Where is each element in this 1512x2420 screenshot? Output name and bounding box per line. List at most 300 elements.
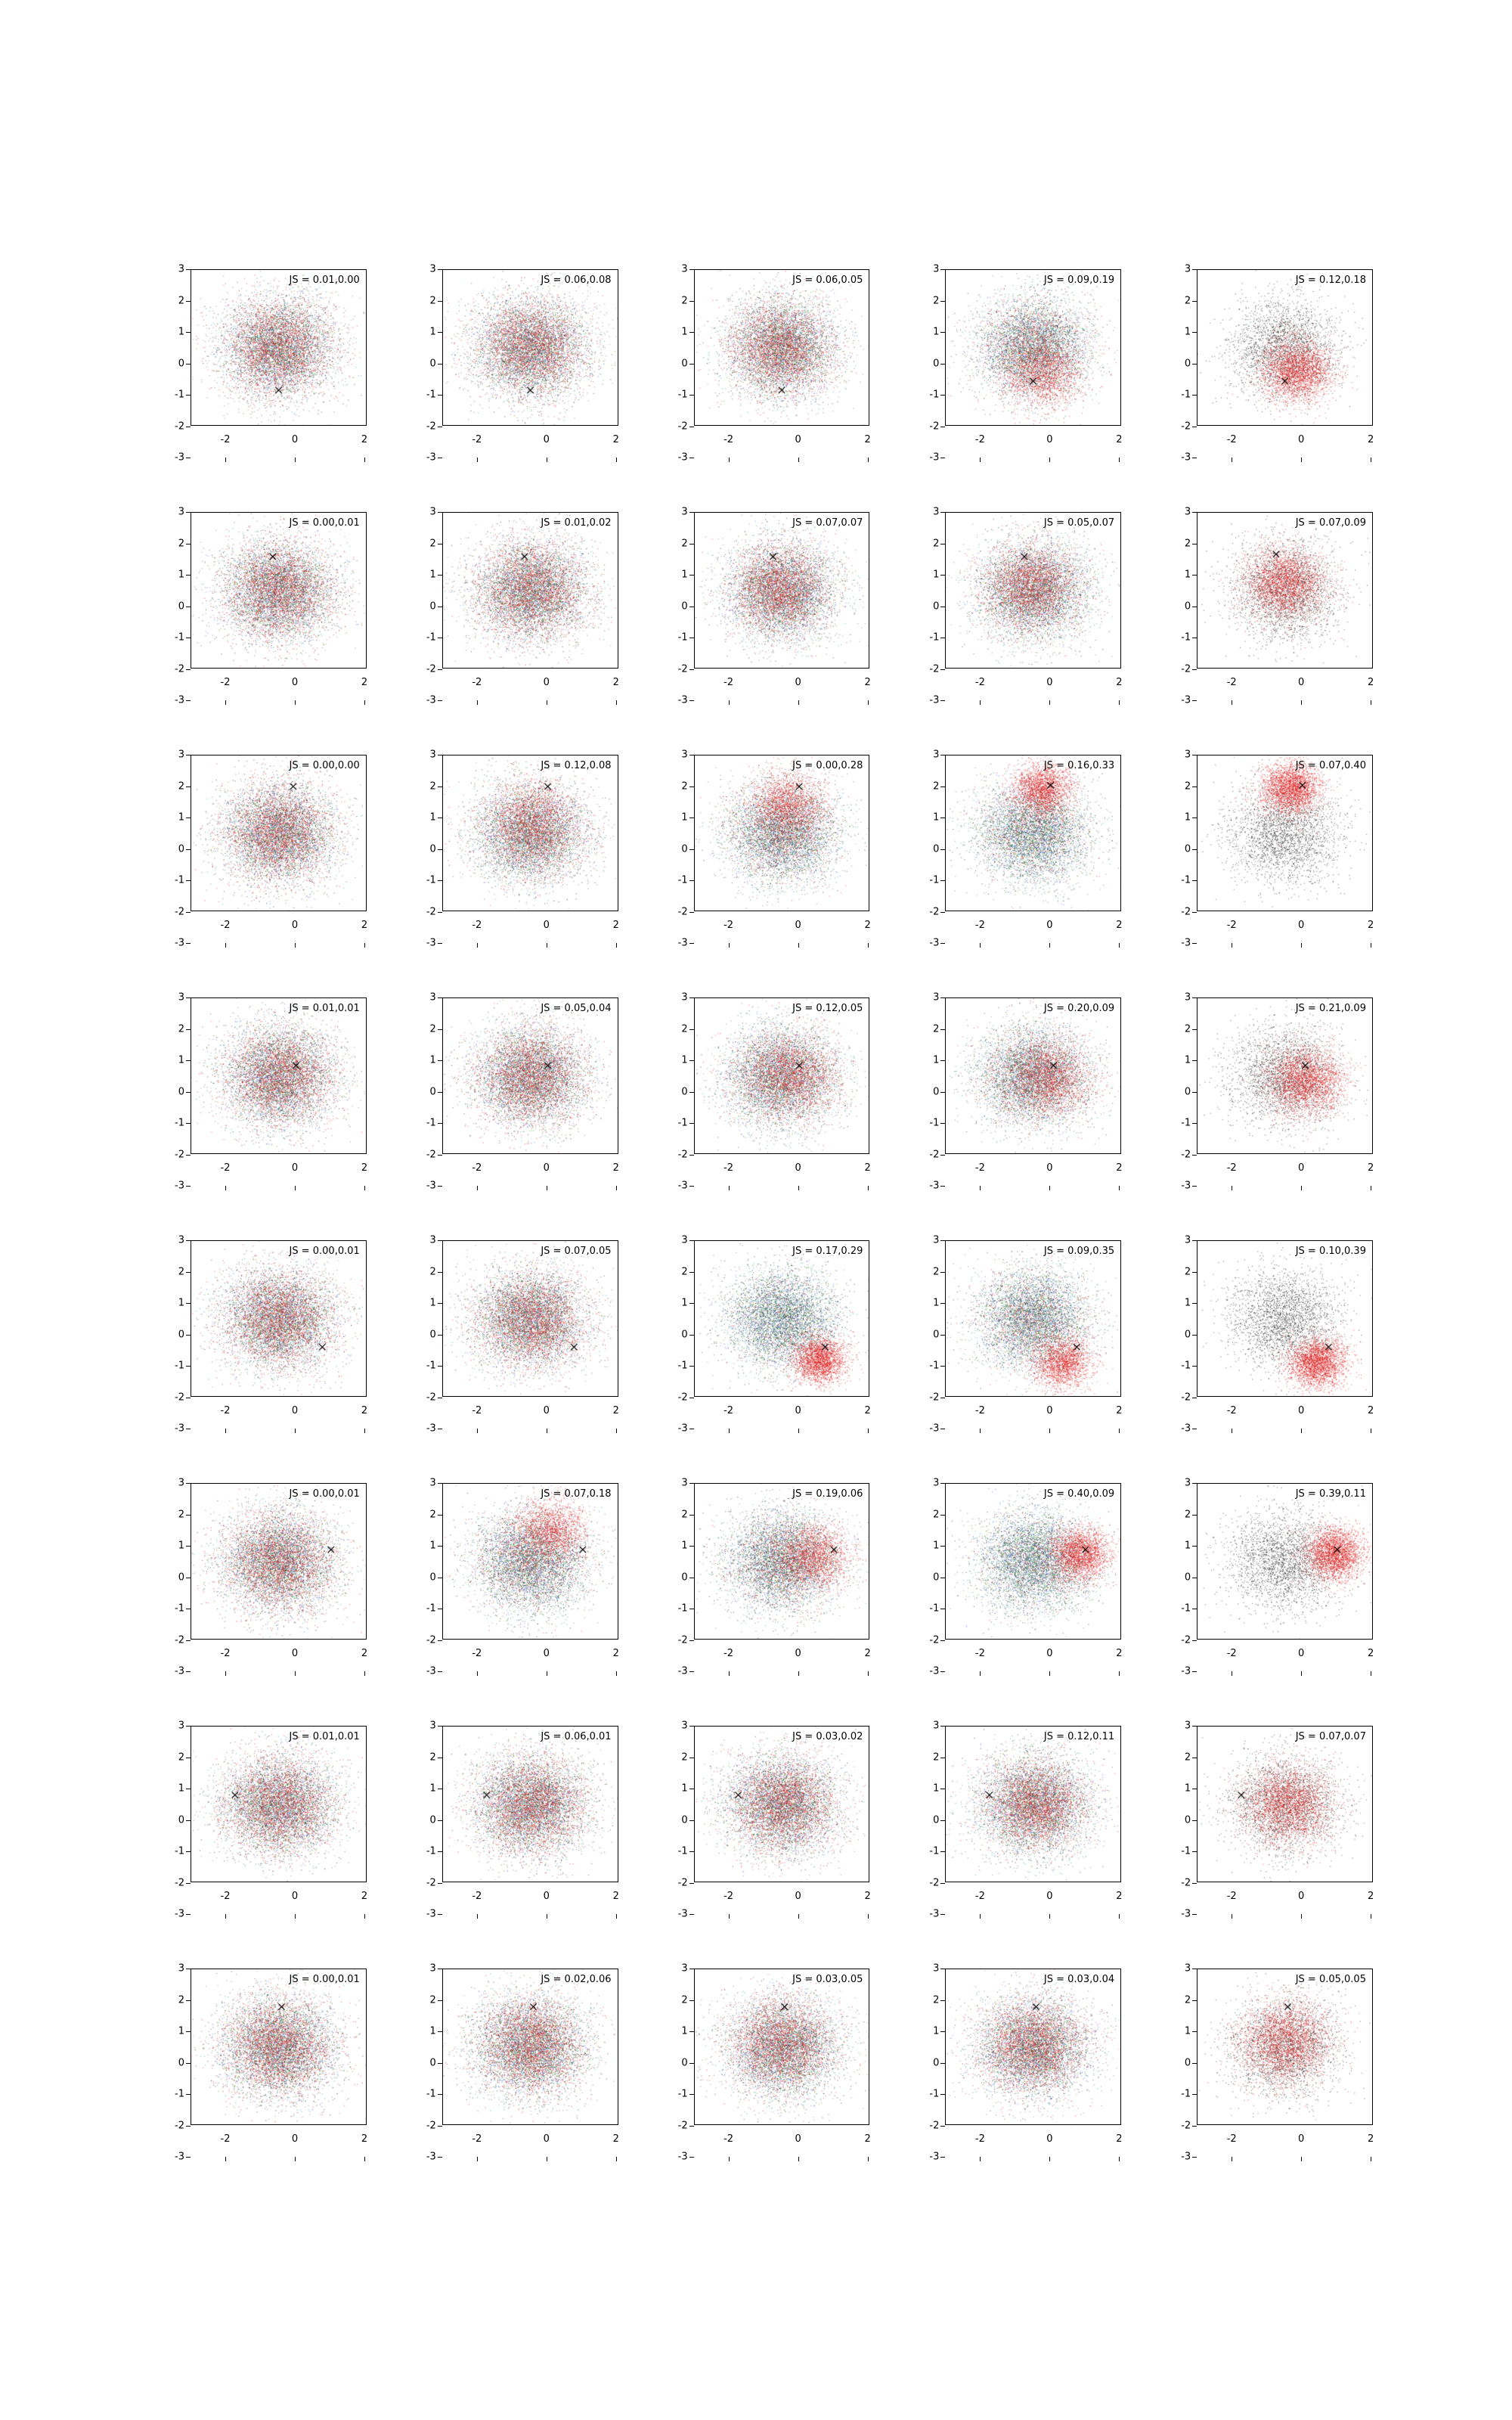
y-axis-tick-mark [689,1671,694,1672]
y-axis-tick-label: 0 [681,358,688,369]
x-axis-tick-label: -2 [1226,920,1237,931]
x-axis-tick-label: 2 [1368,2133,1374,2145]
y-axis-tick-mark [1192,1671,1197,1672]
x-axis-tick-mark [295,1186,296,1190]
x-axis-tick-label: 2 [1116,1891,1123,1902]
y-axis-tick-mark [689,1029,694,1030]
y-axis-tick-label: -3 [677,1665,688,1677]
y-axis-tick-label: -3 [929,937,940,949]
y-axis-tick-mark [689,1240,694,1241]
y-axis-tick-mark [689,2031,694,2032]
y-axis-tick-label: -2 [175,2120,184,2131]
x-axis-tick-label: 2 [612,1405,619,1416]
x-axis-tick-label: 0 [291,677,299,688]
y-axis-tick-label: 2 [933,1751,940,1763]
x-axis-tick-label: -2 [220,1891,231,1902]
js-divergence-label: JS = 0.00,0.01 [289,1488,360,1500]
y-axis-tick-label: 3 [681,263,688,275]
y-axis-tick-label: 3 [1184,506,1191,518]
plot-axes [191,1483,367,1640]
y-axis-tick-mark [940,1914,945,1915]
x-axis-tick-mark [477,1429,478,1433]
x-axis-tick-mark [616,1671,617,1676]
x-axis-tick-label: 2 [1116,1162,1123,1174]
y-axis-tick-mark [940,364,945,365]
x-axis-tick-mark [295,1914,296,1919]
x-axis-tick-mark [364,2157,365,2161]
y-axis-tick-mark [940,2063,945,2064]
y-axis-tick-label: 0 [178,1086,184,1097]
y-axis-tick-label: -2 [677,1392,688,1403]
y-axis-tick-mark [438,1186,442,1187]
scatter-panel [906,265,1124,471]
x-axis-tick-label: 0 [543,1405,550,1416]
y-axis-tick-label: -3 [426,2151,436,2163]
y-axis-tick-label: -2 [929,2120,940,2131]
y-axis-tick-mark [1192,1240,1197,1241]
y-axis-tick-mark [186,2157,191,2158]
y-axis-tick-mark [438,1640,442,1641]
x-axis-tick-mark [868,943,869,948]
y-axis-tick-label: 3 [429,1720,436,1732]
y-axis-tick-mark [940,880,945,881]
y-axis-tick-mark [940,1515,945,1516]
x-axis-tick-mark [1119,943,1120,948]
y-axis-tick-mark [689,269,694,270]
js-divergence-label: JS = 0.05,0.05 [1295,1974,1366,1985]
y-axis-tick-label: 0 [681,1086,688,1097]
scatter-panel [1157,750,1376,957]
x-axis-tick-mark [798,2157,799,2161]
x-axis-tick-label: -2 [723,2133,734,2145]
scatter-panel [151,750,370,957]
x-axis-tick-mark [1301,458,1302,462]
y-axis-tick-mark [940,1820,945,1821]
y-axis-tick-mark [1192,1186,1197,1187]
y-axis-tick-mark [940,1186,945,1187]
y-axis-tick-mark [940,1851,945,1852]
x-axis-tick-label: 0 [291,1648,299,1659]
x-axis-tick-label: 2 [361,677,368,688]
y-axis-tick-mark [689,1640,694,1641]
y-axis-tick-label: 3 [178,1234,184,1246]
y-axis-tick-mark [438,669,442,670]
scatter-canvas [695,1969,869,2124]
y-axis-tick-mark [940,786,945,787]
scatter-panel [151,993,370,1199]
y-axis-tick-label: -3 [175,937,184,949]
y-axis-tick-mark [940,1303,945,1304]
y-axis-tick-mark [186,1671,191,1672]
y-axis-tick-label: 0 [933,1814,940,1826]
x-axis-tick-label: 2 [1116,2133,1123,2145]
js-divergence-label: JS = 0.10,0.39 [1295,1246,1366,1257]
y-axis-tick-mark [186,301,191,302]
x-axis-tick-label: 0 [1046,434,1053,445]
y-axis-tick-label: -3 [929,694,940,706]
x-axis-tick-mark [1049,700,1050,705]
y-axis-tick-label: -1 [426,389,436,401]
y-axis-tick-mark [438,1335,442,1336]
y-axis-tick-mark [186,1515,191,1516]
y-axis-tick-label: 2 [429,295,436,306]
plot-axes [694,1726,870,1882]
y-axis-tick-mark [1192,1092,1197,1093]
y-axis-tick-label: 3 [429,506,436,518]
y-axis-tick-label: 0 [933,1086,940,1097]
scatter-canvas [443,1727,618,1882]
y-axis-tick-label: 3 [681,506,688,518]
y-axis-tick-label: 1 [178,326,184,338]
x-axis-tick-label: 2 [361,1648,368,1659]
js-divergence-label: JS = 0.16,0.33 [1043,760,1115,771]
plot-axes [945,269,1121,426]
y-axis-tick-label: -3 [1181,1908,1191,1920]
js-divergence-label: JS = 0.12,0.18 [1295,275,1366,286]
y-axis-tick-mark [438,2031,442,2032]
y-axis-tick-mark [186,2000,191,2001]
x-axis-tick-label: 0 [1046,677,1053,688]
x-axis-tick-label: 2 [1368,1891,1374,1902]
y-axis-tick-label: 1 [429,2025,436,2037]
scatter-panel [1157,1721,1376,1928]
scatter-canvas [946,270,1120,425]
y-axis-tick-mark [689,2000,694,2001]
y-axis-tick-label: -1 [929,1117,940,1129]
y-axis-tick-mark [689,700,694,701]
x-axis-tick-mark [798,943,799,948]
plot-axes [442,997,618,1154]
x-axis-tick-mark [364,700,365,705]
y-axis-tick-label: 1 [933,1297,940,1309]
x-axis-tick-mark [980,458,981,462]
scatter-canvas [1198,755,1372,911]
x-axis-tick-mark [295,700,296,705]
y-axis-tick-label: -1 [677,389,688,401]
y-axis-tick-label: 2 [178,538,184,549]
plot-axes [442,269,618,426]
y-axis-tick-mark [940,1092,945,1093]
scatter-canvas [946,513,1120,668]
y-axis-tick-label: 3 [681,749,688,761]
y-axis-tick-label: 2 [681,780,688,792]
x-axis-tick-mark [868,1671,869,1676]
y-axis-tick-label: -1 [677,1117,688,1129]
y-axis-tick-label: -2 [929,1392,940,1403]
y-axis-tick-label: 3 [933,263,940,275]
y-axis-tick-mark [438,395,442,396]
y-axis-tick-label: 0 [1184,1086,1191,1097]
y-axis-tick-label: 0 [429,358,436,369]
y-axis-tick-mark [438,1515,442,1516]
y-axis-tick-label: 0 [933,2057,940,2068]
y-axis-tick-mark [940,1272,945,1273]
y-axis-tick-label: -1 [175,631,184,644]
y-axis-tick-label: -2 [175,906,184,917]
y-axis-tick-label: 0 [1184,1571,1191,1583]
y-axis-tick-label: 2 [681,538,688,549]
x-axis-tick-mark [729,700,730,705]
plot-axes [694,512,870,669]
y-axis-tick-label: 1 [1184,811,1191,824]
plot-axes [191,997,367,1154]
x-axis-tick-mark [477,2157,478,2161]
y-axis-tick-mark [186,269,191,270]
x-axis-tick-label: 0 [291,434,299,445]
x-axis-tick-mark [729,1429,730,1433]
y-axis-tick-label: 0 [1184,843,1191,855]
y-axis-tick-mark [438,1155,442,1156]
y-axis-tick-mark [689,912,694,913]
y-axis-tick-label: -1 [175,874,184,886]
y-axis-tick-label: -2 [1181,1392,1191,1403]
scatter-panel [655,1236,873,1442]
x-axis-tick-mark [1301,700,1302,705]
y-axis-tick-mark [1192,1851,1197,1852]
x-axis-tick-label: 2 [361,920,368,931]
js-divergence-label: JS = 0.20,0.09 [1043,1003,1115,1014]
y-axis-tick-mark [940,700,945,701]
x-axis-tick-label: 2 [612,1162,619,1174]
x-axis-tick-label: 0 [543,1162,550,1174]
y-axis-tick-mark [689,1366,694,1367]
x-axis-tick-label: 0 [291,1162,299,1174]
x-axis-tick-label: -2 [220,920,231,931]
x-axis-tick-mark [798,1671,799,1676]
y-axis-tick-label: 2 [429,538,436,549]
x-axis-tick-label: 2 [361,434,368,445]
y-axis-tick-mark [940,301,945,302]
y-axis-tick-mark [940,395,945,396]
y-axis-tick-label: -2 [1181,420,1191,432]
x-axis-tick-label: 0 [543,1648,550,1659]
y-axis-tick-mark [689,943,694,944]
x-axis-tick-mark [1049,1671,1050,1676]
js-divergence-label: JS = 0.17,0.29 [792,1246,863,1257]
scatter-canvas [191,513,366,668]
y-axis-tick-label: 1 [1184,1782,1191,1795]
y-axis-tick-mark [186,2063,191,2064]
plot-axes [694,997,870,1154]
y-axis-tick-label: -3 [426,694,436,706]
y-axis-tick-mark [1192,1483,1197,1484]
y-axis-tick-label: 0 [429,1814,436,1826]
y-axis-tick-mark [689,1515,694,1516]
y-axis-tick-mark [438,997,442,998]
x-axis-tick-label: 2 [361,1162,368,1174]
x-axis-tick-label: 2 [361,2133,368,2145]
y-axis-tick-label: -3 [426,937,436,949]
scatter-panel [1157,993,1376,1199]
y-axis-tick-label: -2 [929,663,940,675]
x-axis-tick-mark [477,458,478,462]
y-axis-tick-label: 0 [933,1329,940,1340]
y-axis-tick-label: 3 [1184,991,1191,1004]
x-axis-tick-label: 2 [1116,1648,1123,1659]
y-axis-tick-mark [1192,512,1197,513]
x-axis-tick-mark [729,1186,730,1190]
scatter-panel [655,1964,873,2170]
x-axis-tick-label: -2 [472,677,482,688]
y-axis-tick-mark [1192,1335,1197,1336]
plot-axes [694,1483,870,1640]
x-axis-tick-label: 0 [1298,1162,1305,1174]
scatter-canvas [695,1484,869,1639]
y-axis-tick-label: 1 [681,811,688,824]
y-axis-tick-label: 0 [178,1329,184,1340]
y-axis-tick-mark [186,912,191,913]
scatter-panel [906,1721,1124,1928]
scatter-canvas [191,1484,366,1639]
y-axis-tick-label: 2 [681,1509,688,1520]
y-axis-tick-mark [438,301,442,302]
x-axis-tick-label: 2 [864,434,871,445]
x-axis-tick-label: 0 [1298,434,1305,445]
y-axis-tick-label: -1 [1181,1845,1191,1857]
x-axis-tick-label: 0 [795,1891,801,1902]
y-axis-tick-label: -2 [175,1634,184,1646]
y-axis-tick-mark [186,1123,191,1124]
y-axis-tick-label: -3 [677,2151,688,2163]
plot-axes [1197,1726,1373,1882]
x-axis-tick-mark [1301,943,1302,948]
y-axis-tick-label: 1 [429,1540,436,1552]
x-axis-tick-mark [729,1914,730,1919]
x-axis-tick-mark [364,1186,365,1190]
y-axis-tick-label: 0 [429,1329,436,1340]
y-axis-tick-mark [186,786,191,787]
scatter-panel [655,1478,873,1685]
x-axis-tick-mark [980,943,981,948]
y-axis-tick-label: -1 [677,1845,688,1857]
y-axis-tick-label: 1 [178,1782,184,1795]
y-axis-tick-label: 1 [429,811,436,824]
y-axis-tick-label: -1 [426,874,436,886]
x-axis-tick-label: 2 [864,1648,871,1659]
js-divergence-label: JS = 0.06,0.05 [792,275,863,286]
y-axis-tick-label: -1 [175,1117,184,1129]
x-axis-tick-label: -2 [974,2133,985,2145]
plot-axes [1197,269,1373,426]
y-axis-tick-mark [186,1726,191,1727]
x-axis-tick-label: 2 [1368,1162,1374,1174]
x-axis-tick-label: -2 [723,1648,734,1659]
scatter-canvas [191,1727,366,1882]
y-axis-tick-label: 3 [681,1234,688,1246]
y-axis-tick-label: 2 [429,1994,436,2006]
y-axis-tick-label: -1 [175,2088,184,2100]
x-axis-tick-mark [225,458,226,462]
x-axis-tick-mark [980,700,981,705]
scatter-panel [151,1964,370,2170]
y-axis-tick-label: -3 [677,451,688,464]
x-axis-tick-mark [616,700,617,705]
y-axis-tick-label: -1 [677,631,688,644]
js-divergence-label: JS = 0.07,0.07 [792,517,863,529]
x-axis-tick-label: 2 [612,1891,619,1902]
scatter-panel [151,1721,370,1928]
y-axis-tick-label: 3 [429,1962,436,1975]
y-axis-tick-mark [689,2157,694,2158]
js-divergence-label: JS = 0.07,0.09 [1295,517,1366,529]
y-axis-tick-label: 1 [933,1540,940,1552]
y-axis-tick-label: 1 [178,1054,184,1066]
y-axis-tick-mark [1192,880,1197,881]
y-axis-tick-label: -1 [929,1845,940,1857]
y-axis-tick-mark [689,1186,694,1187]
scatter-panel [1157,1236,1376,1442]
y-axis-tick-mark [186,669,191,670]
y-axis-tick-label: 1 [681,1540,688,1552]
x-axis-tick-label: 0 [543,2133,550,2145]
scatter-panel-grid [151,265,1376,2170]
x-axis-tick-label: -2 [974,1891,985,1902]
scatter-canvas [443,513,618,668]
y-axis-tick-label: 3 [429,263,436,275]
js-divergence-label: JS = 0.05,0.07 [1043,517,1115,529]
x-axis-tick-label: 0 [1046,1891,1053,1902]
y-axis-tick-mark [940,2126,945,2127]
y-axis-tick-mark [438,2000,442,2001]
x-axis-tick-label: -2 [472,1162,482,1174]
x-axis-tick-label: 2 [864,1891,871,1902]
y-axis-tick-label: 3 [429,749,436,761]
x-axis-tick-mark [980,1914,981,1919]
y-axis-tick-mark [1192,1366,1197,1367]
y-axis-tick-mark [438,700,442,701]
x-axis-tick-label: -2 [723,434,734,445]
x-axis-tick-mark [477,1186,478,1190]
y-axis-tick-label: -3 [1181,1423,1191,1435]
y-axis-tick-mark [940,512,945,513]
y-axis-tick-mark [940,1671,945,1672]
y-axis-tick-mark [1192,1155,1197,1156]
y-axis-tick-label: 1 [933,326,940,338]
x-axis-tick-mark [1119,700,1120,705]
y-axis-tick-mark [689,2126,694,2127]
y-axis-tick-mark [689,1092,694,1093]
y-axis-tick-label: -1 [426,1360,436,1372]
y-axis-tick-mark [689,1060,694,1061]
x-axis-tick-mark [225,1186,226,1190]
y-axis-tick-label: 2 [933,780,940,792]
y-axis-tick-label: -3 [426,1180,436,1192]
js-divergence-label: JS = 0.01,0.00 [289,275,360,286]
y-axis-tick-label: 2 [178,1023,184,1035]
y-axis-tick-label: 3 [933,1962,940,1975]
y-axis-tick-label: -2 [929,1149,940,1160]
y-axis-tick-mark [186,1820,191,1821]
x-axis-tick-label: 0 [1298,2133,1305,2145]
y-axis-tick-label: -2 [1181,906,1191,917]
x-axis-tick-mark [1301,1671,1302,1676]
y-axis-tick-label: 0 [178,843,184,855]
y-axis-tick-label: 0 [681,843,688,855]
y-axis-tick-label: -3 [426,1665,436,1677]
y-axis-tick-mark [438,332,442,333]
y-axis-tick-label: 1 [178,1540,184,1552]
y-axis-tick-label: 0 [933,1571,940,1583]
y-axis-tick-mark [1192,786,1197,787]
y-axis-tick-mark [186,1851,191,1852]
y-axis-tick-mark [438,1671,442,1672]
y-axis-tick-label: 2 [1184,1266,1191,1277]
y-axis-tick-label: 2 [1184,1994,1191,2006]
y-axis-tick-label: 1 [1184,326,1191,338]
y-axis-tick-label: -1 [929,2088,940,2100]
x-axis-tick-label: -2 [472,2133,482,2145]
y-axis-tick-mark [438,1914,442,1915]
